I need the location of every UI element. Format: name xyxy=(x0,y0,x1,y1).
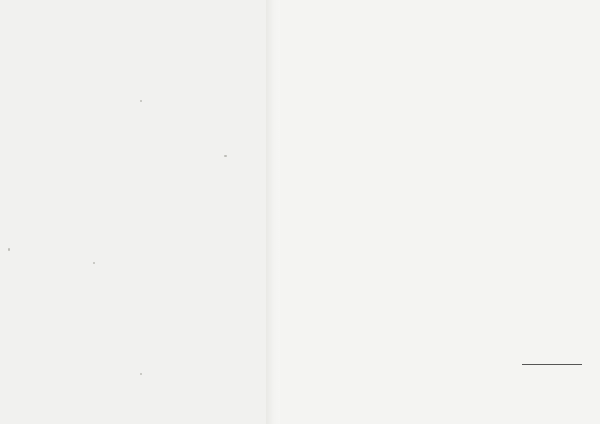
article-page xyxy=(282,60,582,410)
page-number xyxy=(282,399,582,408)
article-title xyxy=(282,60,582,71)
article-subtitle xyxy=(282,71,582,82)
facing-page-blank xyxy=(0,0,268,424)
scan-speck xyxy=(140,373,142,375)
footnote xyxy=(282,368,582,388)
scan-speck xyxy=(8,248,10,251)
section-heading xyxy=(282,114,582,124)
footnote-divider xyxy=(522,364,582,365)
article-author xyxy=(282,92,582,102)
scan-speck xyxy=(140,100,142,102)
article-body xyxy=(282,130,582,362)
scan-speck xyxy=(224,155,227,157)
scan-speck xyxy=(93,262,95,264)
book-gutter xyxy=(266,0,280,424)
